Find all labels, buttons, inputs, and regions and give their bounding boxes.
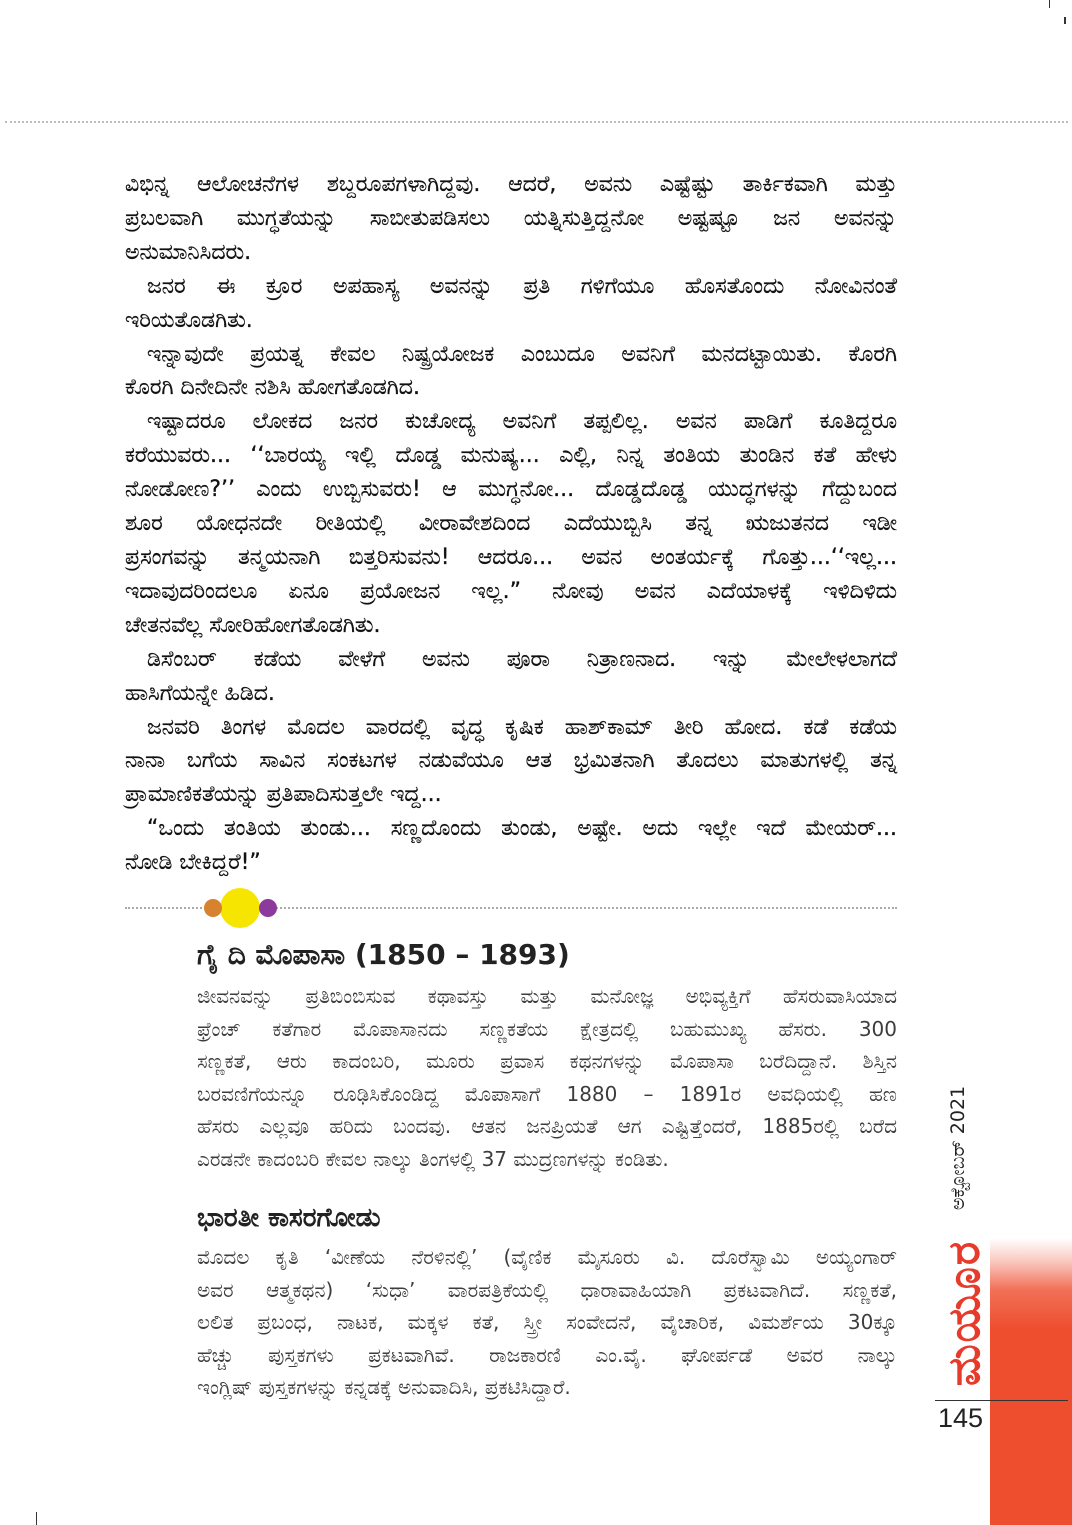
- story-line: ನಾನಾ ಬಗೆಯ ಸಾವಿನ ಸಂಕಟಗಳ ನಡುವೆಯೂ ಆತ ಭ್ರಮಿತನಾಗಿ ತೊದಲು ಮಾತುಗಳಲ್ಲಿ ತನ್ನ: [125, 748, 897, 774]
- orange-dot-ornament: [204, 899, 222, 917]
- bio-line: ಫ್ರೆಂಚ್ ಕತೆಗಾರ ಮೊಪಾಸಾನದು ಸಣ್ಣಕತೆಯ ಕ್ಷೇತ್ರದಲ್ಲಿ ಬಹುಮುಖ್ಯ ಹೆಸರು. 300: [197, 1016, 897, 1041]
- crop-mark: [36, 1512, 37, 1525]
- translator-bio-text: [197, 1241, 897, 1404]
- story-paragraph: [125, 643, 897, 711]
- story-line: ಕರೆಯುವರು... ‘‘ಬಾರಯ್ಯ ಇಲ್ಲಿ ದೊಡ್ಡ ಮನುಷ್ಯ... ಎಲ್ಲಿ, ನಿನ್ನ ತಂತಿಯ ತುಂಡಿನ ಕತೆ ಹೇಳು: [125, 443, 897, 469]
- top-dotted-rule: [5, 121, 1068, 123]
- story-line: ಇರಿಯತೊಡಗಿತು.: [125, 307, 253, 333]
- bio-line: ಎರಡನೇ ಕಾದಂಬರಿ ಕೇವಲ ನಾಲ್ಕು ತಿಂಗಳಲ್ಲಿ 37 ಮುದ್ರಣಗಳನ್ನು ಕಂಡಿತು.: [197, 1146, 669, 1171]
- purple-dot-ornament: [259, 899, 277, 917]
- story-line: ಪ್ರಸಂಗವನ್ನು ತನ್ಮಯನಾಗಿ ಬಿತ್ತರಿಸುವನು! ಆದರೂ... ಅವನ ಅಂತರ್ಯಕ್ಕೆ ಗೊತ್ತು...‘‘ಇಲ್ಲ...: [125, 544, 897, 570]
- story-line: ಅನುಮಾನಿಸಿದರು.: [125, 239, 252, 265]
- crop-mark: [1049, 0, 1050, 8]
- bio-line: ಮೊದಲ ಕೃತಿ ‘ವೀಣೆಯ ನೆರಳಿನಲ್ಲಿ’ (ವೈಣಿಕ ಮೈಸೂರು ವಿ. ದೊರೆಸ್ವಾಮಿ ಅಯ್ಯಂಗಾರ್: [197, 1245, 897, 1269]
- story-body: [125, 168, 897, 880]
- story-line: ನೋಡಿ ಬೇಕಿದ್ದರೆ!”: [125, 850, 261, 876]
- story-line: ಇನ್ನಾವುದೇ ಪ್ರಯತ್ನ ಕೇವಲ ನಿಷ್ಪ್ರಯೋಜಕ ಎಂಬುದೂ ಅವನಿಗೆ ಮನದಟ್ಟಾಯಿತು. ಕೊರಗಿ: [147, 341, 897, 367]
- bio-line: ಅವರ ಆತ್ಮಕಥನ) ‘ಸುಧಾ’ ವಾರಪತ್ರಿಕೆಯಲ್ಲಿ ಧಾರಾವಾಹಿಯಾಗಿ ಪ್ರಕಟವಾಗಿದೆ. ಸಣ್ಣಕತೆ,: [197, 1277, 897, 1302]
- story-paragraph: [125, 405, 897, 642]
- translator-bio-heading: ಭಾರತೀ ಕಾಸರಗೋಡು: [197, 1203, 381, 1233]
- yellow-dot-ornament: [220, 888, 260, 928]
- bio-line: ಬರವಣಿಗೆಯನ್ನೂ ರೂಢಿಸಿಕೊಂಡಿದ್ದ ಮೊಪಾಸಾಗೆ 1880 – 1891ರ ಅವಧಿಯಲ್ಲಿ ಹಣ: [197, 1081, 897, 1106]
- story-paragraph: [125, 338, 897, 406]
- story-line: ವಿಭಿನ್ನ ಆಲೋಚನೆಗಳ ಶಬ್ದರೂಪಗಳಾಗಿದ್ದವು. ಆದರೆ, ಅವನು ಎಷ್ಟೆಷ್ಟು ತಾರ್ಕಿಕವಾಗಿ ಮತ್ತು: [125, 172, 897, 197]
- crop-mark: [1064, 17, 1066, 24]
- magazine-logo: ಮಯೂರ: [939, 1239, 990, 1387]
- story-line: ಜನವರಿ ತಿಂಗಳ ಮೊದಲ ವಾರದಲ್ಲಿ ವೃದ್ಧ ಕೃಷಿಕ ಹಾಶ್‌ಕಾಮ್ ತೀರಿ ಹೋದ. ಕಡೆ ಕಡೆಯ: [147, 714, 897, 740]
- red-edge-band: [990, 1238, 1072, 1525]
- bio-line: ಹೆಚ್ಚು ಪುಸ್ತಕಗಳು ಪ್ರಕಟವಾಗಿವೆ. ರಾಜಕಾರಣಿ ಎಂ.ವೈ. ಘೋರ್ಪಡೆ ಅವರ ನಾಲ್ಕು: [197, 1342, 897, 1367]
- story-line: ಪ್ರಬಲವಾಗಿ ಮುಗ್ಧತೆಯನ್ನು ಸಾಬೀತುಪಡಿಸಲು ಯತ್ನಿಸುತ್ತಿದ್ದನೋ ಅಷ್ಟಷ್ಟೂ ಜನ ಅವನನ್ನು: [125, 205, 897, 231]
- story-line: ಇಷ್ಟಾದರೂ ಲೋಕದ ಜನರ ಕುಚೋದ್ಯ ಅವನಿಗೆ ತಪ್ಪಲಿಲ್ಲ. ಅವನ ಪಾಡಿಗೆ ಕೂತಿದ್ದರೂ: [147, 409, 897, 435]
- story-paragraph: [125, 812, 897, 880]
- story-line: ಜನರ ಈ ಕ್ರೂರ ಅಪಹಾಸ್ಯ ಅವನನ್ನು ಪ್ರತಿ ಗಳಿಗೆಯೂ ಹೊಸತೊಂದು ನೋವಿನಂತೆ: [147, 273, 897, 299]
- bio-line: ಇಂಗ್ಲಿಷ್ ಪುಸ್ತಕಗಳನ್ನು ಕನ್ನಡಕ್ಕೆ ಅನುವಾದಿಸಿ, ಪ್ರಕಟಿಸಿದ್ದಾರೆ.: [197, 1375, 571, 1400]
- story-line: “ಒಂದು ತಂತಿಯ ತುಂಡು... ಸಣ್ಣದೊಂದು ತುಂಡು, ಅಷ್ಟೇ. ಅದು ಇಲ್ಲೇ ಇದೆ ಮೇಯರ್...: [147, 816, 897, 842]
- page-number: 145: [938, 1403, 984, 1433]
- author-bio-text: [197, 980, 897, 1176]
- bio-line: ಜೀವನವನ್ನು ಪ್ರತಿಬಿಂಬಿಸುವ ಕಥಾವಸ್ತು ಮತ್ತು ಮನೋಜ್ಞ ಅಭಿವ್ಯಕ್ತಿಗೆ ಹೆಸರುವಾಸಿಯಾದ: [197, 984, 897, 1008]
- bio-line: ಲಲಿತ ಪ್ರಬಂಧ, ನಾಟಕ, ಮಕ್ಕಳ ಕತೆ, ಸ್ತ್ರೀ ಸಂವೇದನೆ, ವೈಚಾರಿಕ, ವಿಮರ್ಶೆಯ 30ಕ್ಕೂ: [197, 1310, 897, 1335]
- story-line: ಹಾಸಿಗೆಯನ್ನೇ ಹಿಡಿದ.: [125, 680, 275, 706]
- story-line: ಇದಾವುದರಿಂದಲೂ ಏನೂ ಪ್ರಯೋಜನ ಇಲ್ಲ.” ನೋವು ಅವನ ಎದೆಯಾಳಕ್ಕೆ ಇಳಿದಿಳಿದು: [125, 578, 897, 604]
- author-bio-heading: ಗೈ ದಿ ಮೊಪಾಸಾ (1850 – 1893): [197, 938, 570, 971]
- issue-date: ಅಕ್ಟೋಬರ್ 2021: [947, 1085, 969, 1211]
- bio-line: ಹೆಸರು ಎಲ್ಲವೂ ಹರಿದು ಬಂದವು. ಆತನ ಜನಪ್ರಿಯತೆ ಆಗ ಎಷ್ಟಿತ್ತೆಂದರೆ, 1885ರಲ್ಲಿ ಬರೆದ: [197, 1114, 897, 1139]
- page-number-rule: [935, 1400, 1068, 1401]
- story-line: ಡಿಸೆಂಬರ್ ಕಡೆಯ ವೇಳೆಗೆ ಅವನು ಪೂರಾ ನಿತ್ರಾಣನಾದ. ಇನ್ನು ಮೇಲೇಳಲಾಗದೆ: [147, 646, 897, 672]
- story-paragraph: [125, 168, 897, 270]
- bio-line: ಸಣ್ಣಕತೆ, ಆರು ಕಾದಂಬರಿ, ಮೂರು ಪ್ರವಾಸ ಕಥನಗಳನ್ನು ಮೊಪಾಸಾ ಬರೆದಿದ್ದಾನೆ. ಶಿಸ್ತಿನ: [197, 1049, 897, 1074]
- story-line: ಶೂರ ಯೋಧನದೇ ರೀತಿಯಲ್ಲಿ ವೀರಾವೇಶದಿಂದ ಎದೆಯುಬ್ಬಿಸಿ ತನ್ನ ಋಜುತನದ ಇಡೀ: [125, 511, 897, 537]
- story-line: ನೋಡೋಣ?’’ ಎಂದು ಉಬ್ಬಿಸುವರು! ಆ ಮುಗ್ಧನೋ... ದೊಡ್ಡದೊಡ್ಡ ಯುದ್ಧಗಳನ್ನು ಗೆದ್ದುಬಂದ: [125, 477, 897, 503]
- story-line: ಚೇತನವೆಲ್ಲ ಸೋರಿಹೋಗತೊಡಗಿತು.: [125, 612, 381, 638]
- story-line: ಪ್ರಾಮಾಣಿಕತೆಯನ್ನು ಪ್ರತಿಪಾದಿಸುತ್ತಲೇ ಇದ್ದ...: [125, 782, 442, 808]
- story-line: ಕೊರಗಿ ದಿನೇದಿನೇ ನಶಿಸಿ ಹೋಗತೊಡಗಿದ.: [125, 375, 420, 401]
- section-divider: [125, 907, 897, 909]
- story-paragraph: [125, 270, 897, 338]
- story-paragraph: [125, 711, 897, 813]
